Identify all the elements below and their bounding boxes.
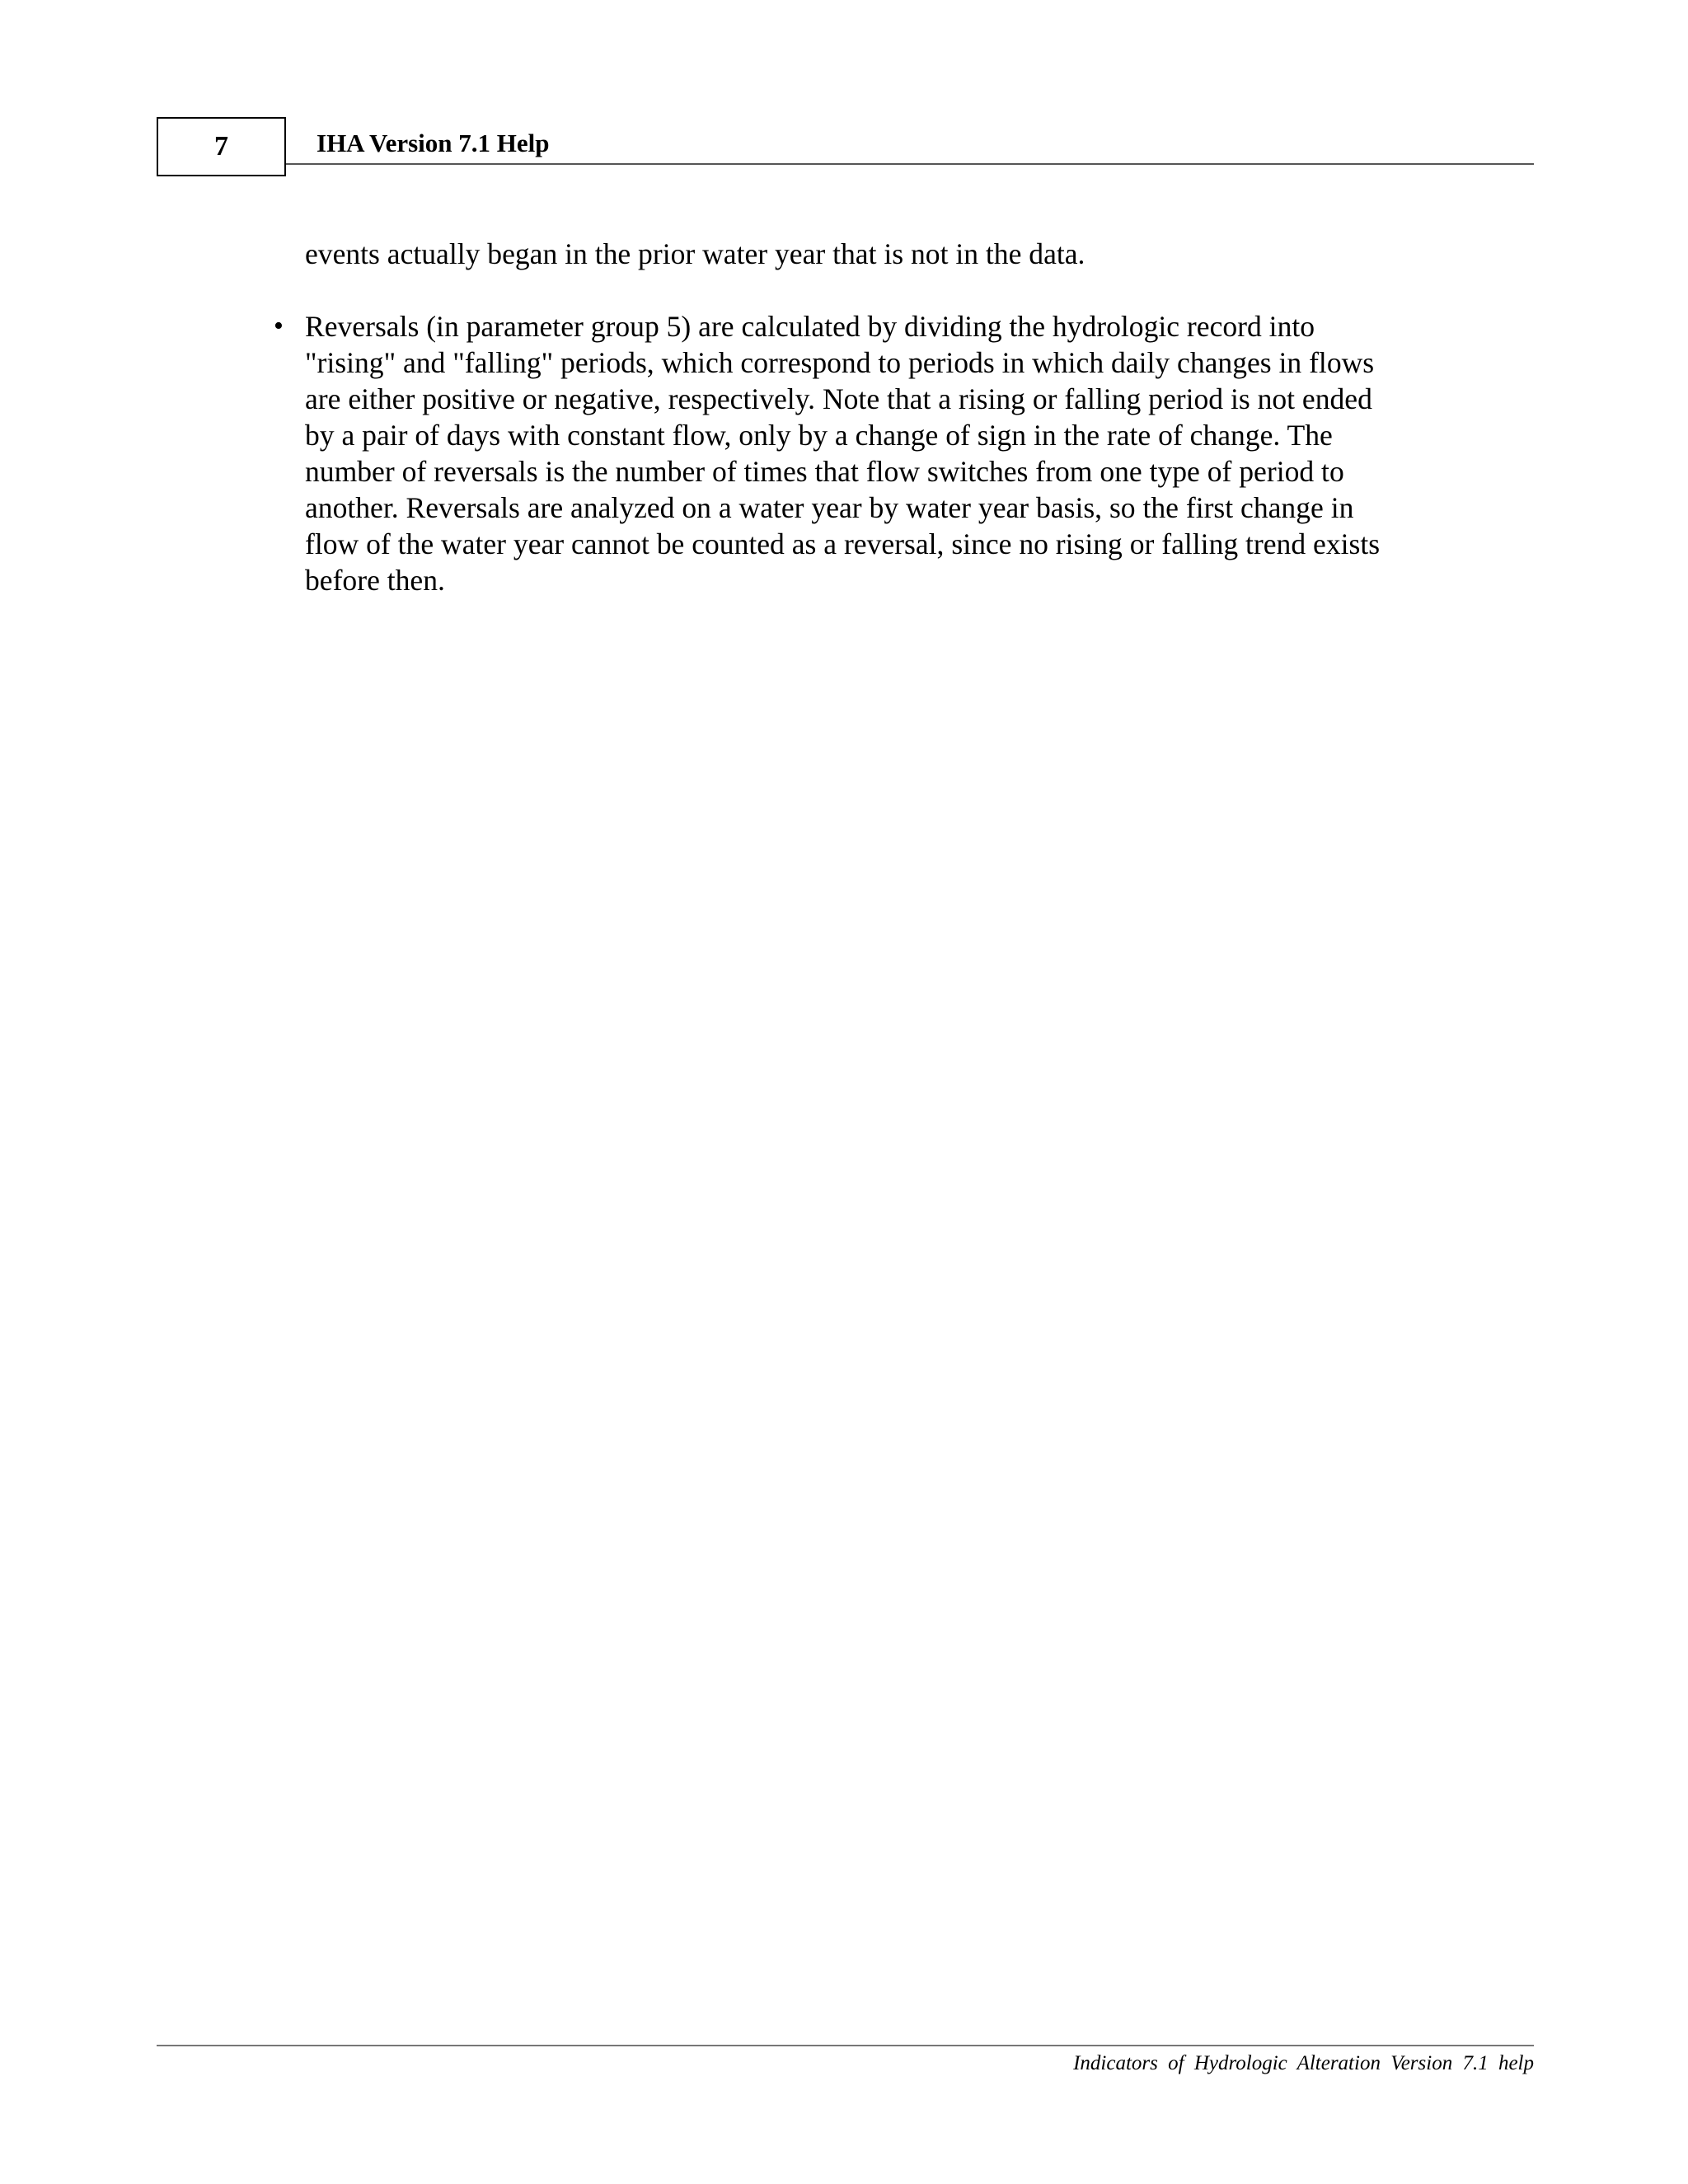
bullet-line: before then. [305, 564, 445, 597]
page-number-box [157, 117, 286, 176]
bullet-line: are either positive or negative, respectively. Note that a rising or falling period is not ended [305, 382, 1372, 415]
header-rule [286, 163, 1534, 165]
footer-rule [157, 2045, 1534, 2046]
bullet-icon: • [274, 311, 284, 341]
bullet-line: by a pair of days with constant flow, only by a change of sign in the rate of change. The [305, 419, 1333, 452]
bullet-line: number of reversals is the number of times that flow switches from one type of period to [305, 455, 1344, 488]
bullet-line: Reversals (in parameter group 5) are calculated by dividing the hydrologic record into [305, 310, 1315, 343]
bullet-line: flow of the water year cannot be counted as a reversal, since no rising or falling trend exists [305, 527, 1381, 560]
bullet-line: another. Reversals are analyzed on a water year by water year basis, so the first change in [305, 491, 1354, 524]
continuation-paragraph: events actually began in the prior water year that is not in the data. [305, 237, 1085, 270]
footer-text: Indicators of Hydrologic Alteration Version 7.1 help [1073, 2052, 1534, 2074]
page-number: 7 [214, 131, 228, 162]
reversals-bullet-item [305, 308, 1541, 598]
bullet-line: "rising" and "falling" periods, which correspond to periods in which daily changes in flows [305, 346, 1375, 379]
header-title: IHA Version 7.1 Help [316, 129, 550, 157]
